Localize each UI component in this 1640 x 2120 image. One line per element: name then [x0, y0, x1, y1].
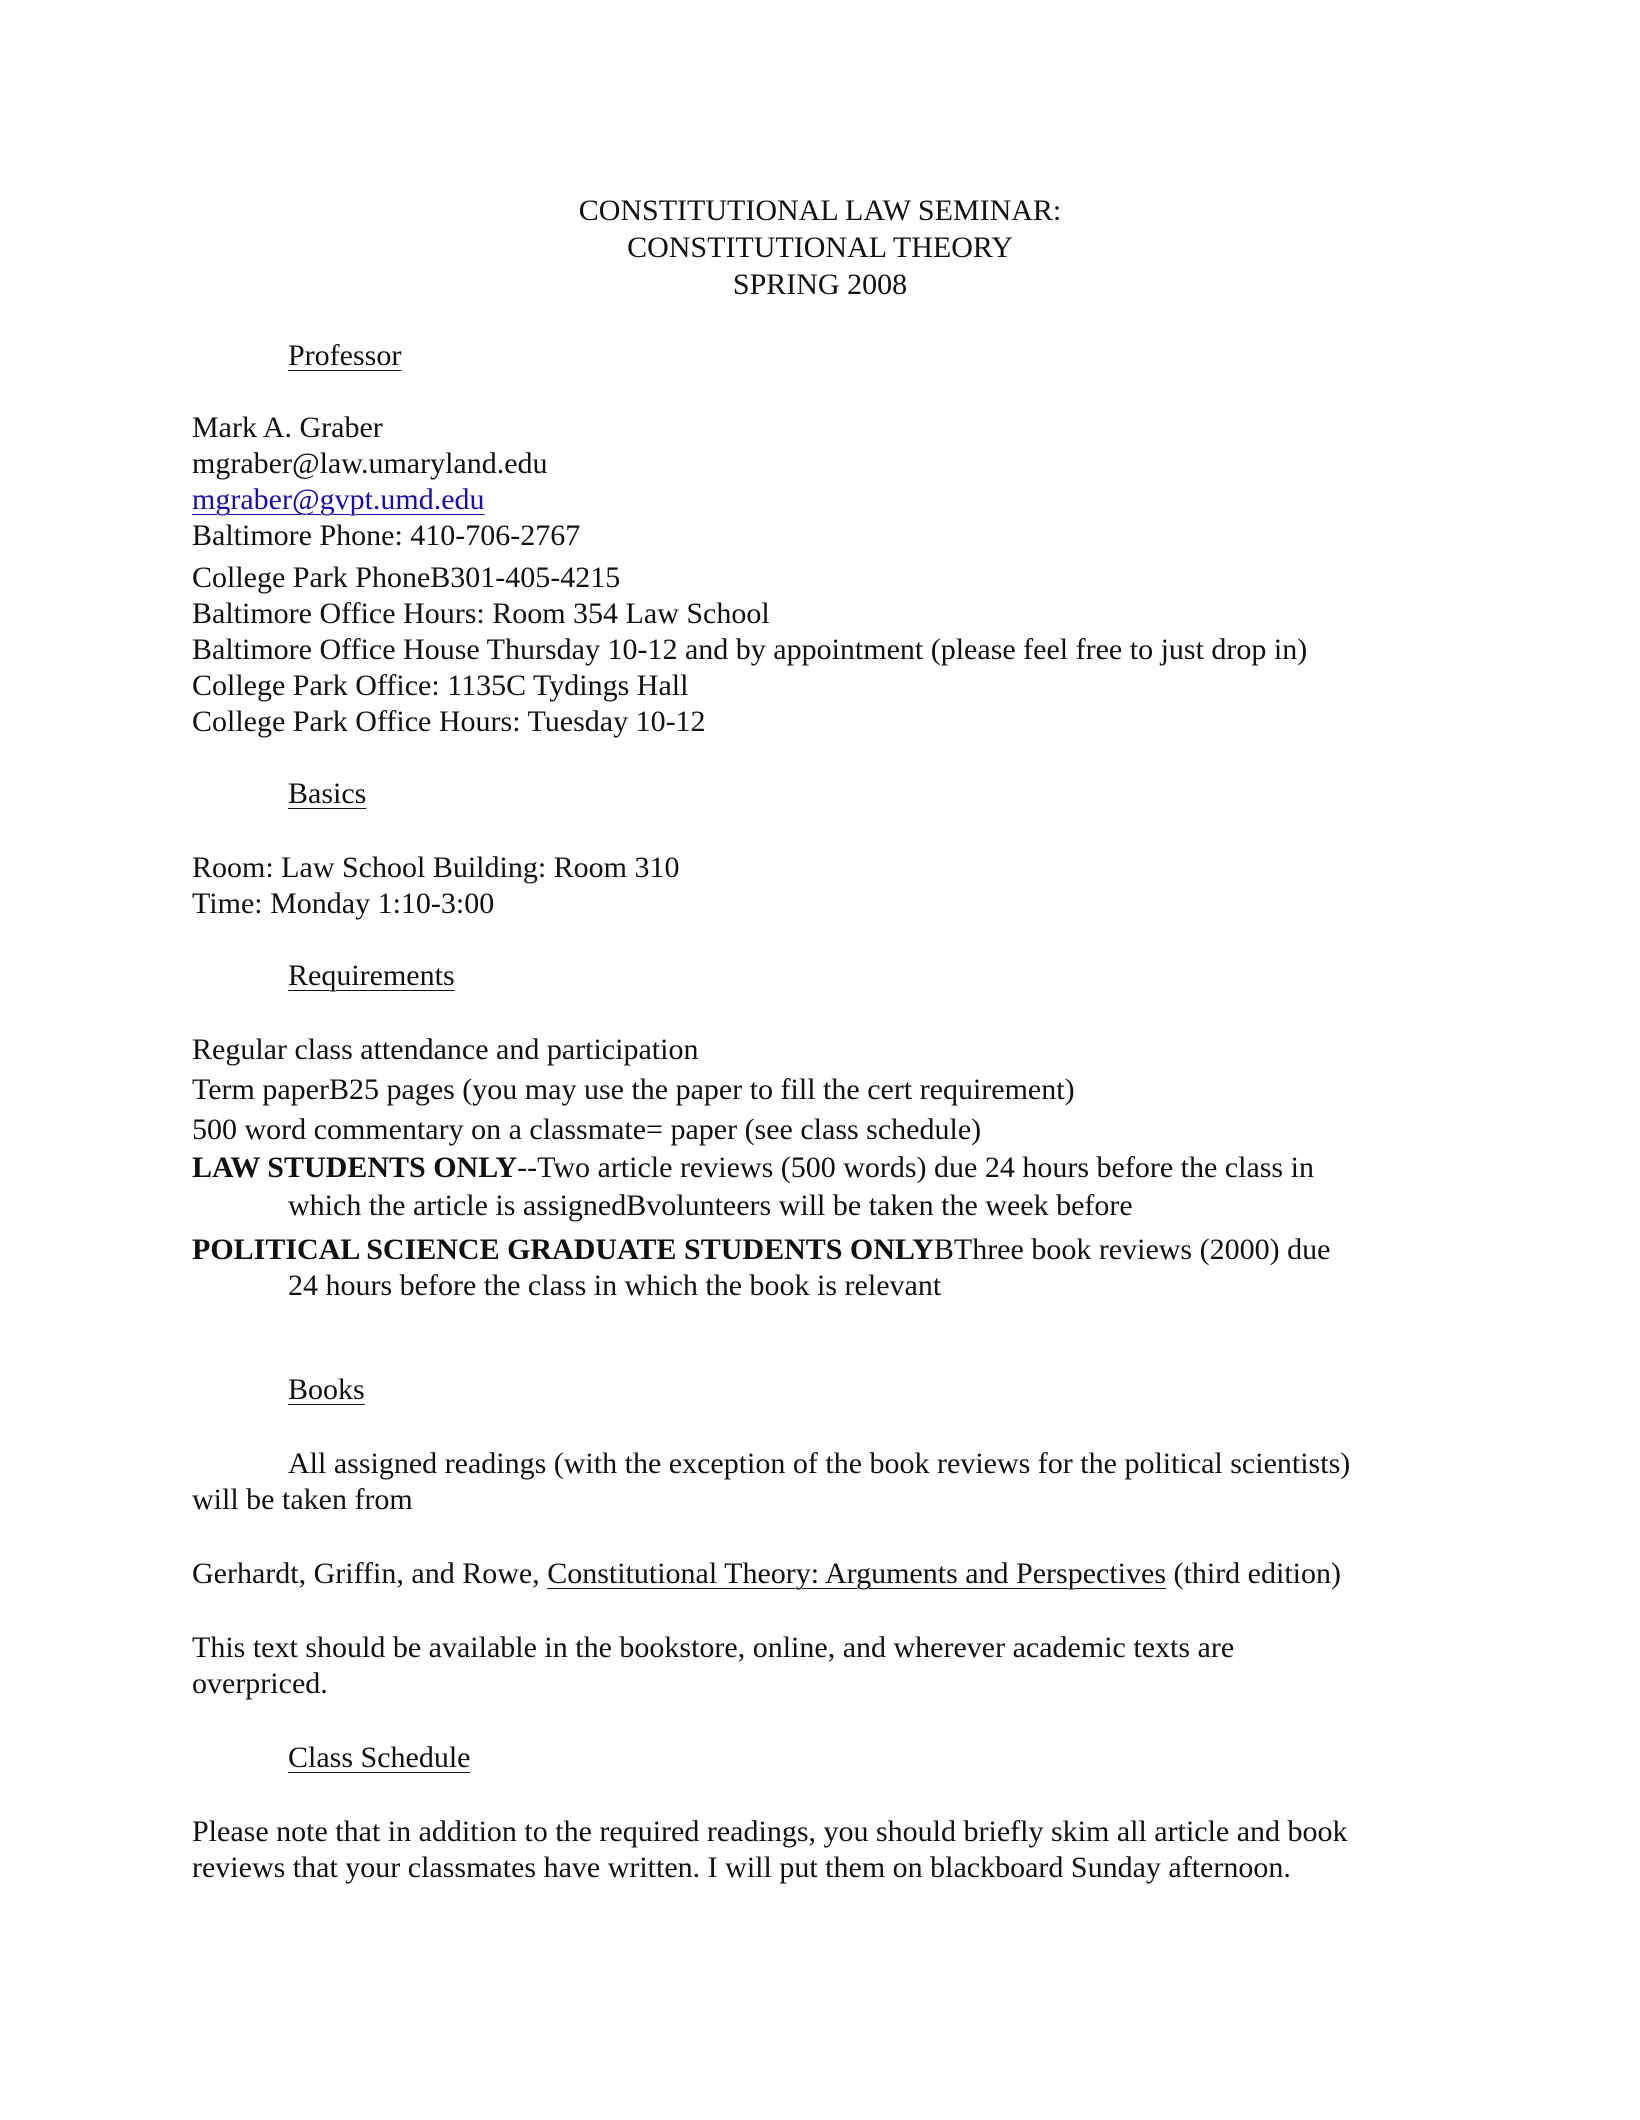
polisci-students-label: POLITICAL SCIENCE GRADUATE STUDENTS ONLY: [192, 1233, 934, 1266]
professor-name: Mark A. Graber: [192, 411, 383, 444]
baltimore-office-hours: Baltimore Office House Thursday 10-12 and by appointment (please feel free to just drop in): [192, 633, 1308, 666]
basics-room: Room: Law School Building: Room 310: [192, 851, 680, 884]
baltimore-office: Baltimore Office Hours: Room 354 Law School: [192, 597, 770, 630]
books-para1-line1: All assigned readings (with the exception of the book reviews for the political scientists): [288, 1447, 1351, 1480]
book-authors: Gerhardt, Griffin, and Rowe,: [192, 1557, 548, 1590]
professor-email-gvpt-line: [192, 482, 485, 518]
law-students-text: --Two article reviews (500 words) due 24 hours before the class in: [517, 1151, 1314, 1184]
class-schedule-heading: Class Schedule: [288, 1741, 471, 1774]
title-line-3: SPRING 2008: [732, 268, 908, 301]
requirement-polisci-students-cont: 24 hours before the class in which the book is relevant: [288, 1269, 942, 1302]
books-para1-line2: will be taken from: [192, 1483, 413, 1516]
books-para2-line1: This text should be available in the bookstore, online, and wherever academic texts are: [192, 1631, 1235, 1664]
schedule-line-1: Please note that in addition to the required readings, you should briefly skim all article and book: [192, 1815, 1348, 1848]
schedule-line-2: reviews that your classmates have written. I will put them on blackboard Sunday afternoon.: [192, 1851, 1291, 1884]
title-line-1: CONSTITUTIONAL LAW SEMINAR:: [578, 194, 1062, 227]
college-park-office-hours: College Park Office Hours: Tuesday 10-12: [192, 705, 706, 738]
law-students-label: LAW STUDENTS ONLY: [192, 1151, 518, 1184]
requirement-polisci-students: [192, 1232, 1330, 1268]
college-park-office: College Park Office: 1135C Tydings Hall: [192, 669, 689, 702]
baltimore-phone: Baltimore Phone: 410-706-2767: [192, 519, 581, 552]
requirement-attendance: Regular class attendance and participation: [192, 1033, 699, 1066]
requirements-heading: Requirements: [288, 959, 455, 992]
professor-heading: Professor: [288, 339, 402, 372]
basics-heading: Basics: [288, 777, 367, 810]
professor-email-law: mgraber@law.umaryland.edu: [192, 447, 548, 480]
book-citation: [192, 1556, 1341, 1592]
books-para2-line2: overpriced.: [192, 1667, 328, 1700]
requirement-law-students-cont: which the article is assignedBvolunteers will be taken the week before: [288, 1189, 1133, 1222]
title-line-2: CONSTITUTIONAL THEORY: [627, 231, 1013, 264]
polisci-students-text: BThree book reviews (2000) due: [933, 1233, 1331, 1266]
professor-email-gvpt-link[interactable]: mgraber@gvpt.umd.edu: [192, 483, 485, 516]
document-title: [0, 192, 1640, 303]
requirement-term-paper: Term paperB25 pages (you may use the paper to fill the cert requirement): [192, 1073, 1075, 1106]
basics-time: Time: Monday 1:10-3:00: [192, 887, 495, 920]
requirement-law-students: [192, 1150, 1314, 1186]
book-title: Constitutional Theory: Arguments and Perspectives: [547, 1557, 1167, 1590]
college-park-phone: College Park PhoneB301-405-4215: [192, 561, 621, 594]
requirement-commentary: 500 word commentary on a classmate= paper (see class schedule): [192, 1113, 982, 1146]
books-heading: Books: [288, 1373, 365, 1406]
book-edition: (third edition): [1166, 1557, 1341, 1590]
